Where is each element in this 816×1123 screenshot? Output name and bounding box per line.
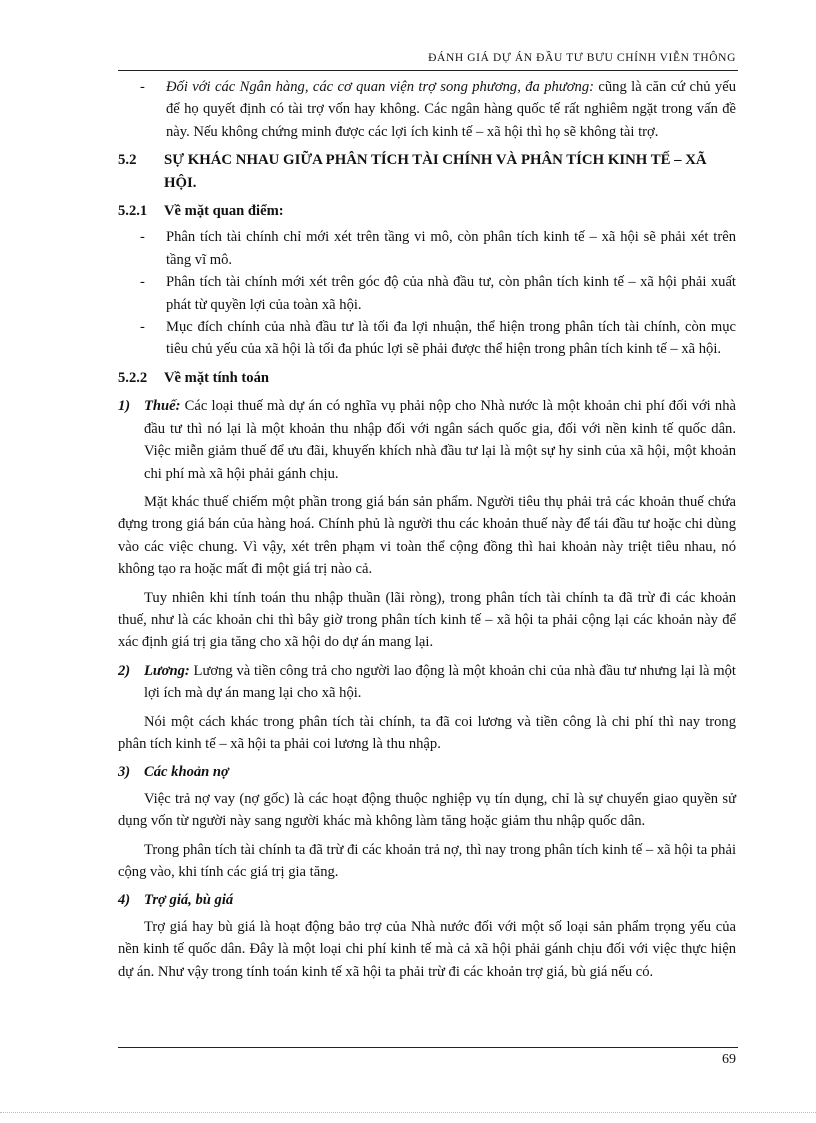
bullet-dash: - xyxy=(140,319,145,336)
section-number: 5.2 xyxy=(118,152,137,169)
list-item xyxy=(118,316,736,361)
paragraph: Trợ giá hay bù giá là hoạt động bảo trợ của Nhà nước đối với một số loại sản phẩm trọng yếu của nền kinh tế quốc dân. Đây là một loại chi phí kinh tế mà cả xã hội phải gánh chịu đối với việc thực hiện dự án. Như vậy trong tính toán kinh tế xã hội ta phải trừ đi các khoản trợ giá, bù giá nếu có. xyxy=(118,918,736,980)
item-marker: 2) xyxy=(118,662,131,679)
header-rule xyxy=(118,70,738,71)
subsection-number: 5.2.1 xyxy=(118,203,148,220)
item-text: Lương và tiền công trả cho người lao động là một khoản chi của nhà đầu tư nhưng lại là một lợi ích mà dự án mang lại cho xã hội. xyxy=(144,662,736,702)
subsection-title: Về mặt tính toán xyxy=(164,369,269,386)
footer-rule xyxy=(118,1047,738,1048)
item-marker: 3) xyxy=(118,764,131,781)
subsection-number: 5.2.2 xyxy=(118,369,148,386)
page-content xyxy=(118,76,736,983)
section-heading xyxy=(118,149,736,194)
subsection-title: Về mặt quan điểm: xyxy=(164,203,284,220)
numbered-item-subsidy xyxy=(118,889,736,911)
paragraph: Tuy nhiên khi tính toán thu nhập thuần (lãi ròng), trong phân tích tài chính ta đã trừ đi các khoản thuế, như là các khoản chi thì bây giờ trong phân tích kinh tế – xã hội ta phải cộng lại các khoản này để xác định giá trị gia tăng cho xã hội do dự án mang lại. xyxy=(118,589,736,651)
page-bottom-edge xyxy=(0,1112,816,1113)
intro-bullet-text: cũng là căn cứ chủ yếu để họ quyết định có tài trợ vốn hay không. Các ngân hàng quốc tế rất nghiêm ngặt trong vấn đề này. Nếu không chứng minh được các lợi ích kinh tế – xã hội thì họ sẽ không tài trợ. xyxy=(166,79,736,140)
bullet-dash: - xyxy=(140,274,145,291)
item-heading: Các khoản nợ xyxy=(144,764,229,781)
item-text: Các loại thuế mà dự án có nghĩa vụ phải nộp cho Nhà nước là một khoản chi phí đối với nhà đầu tư thì nó lại là một khoản thu nhập đối với ngân sách quốc gia, đối với nền kinh tế quốc dân. Việc miễn giảm thuế để ưu đãi, khuyến khích nhà đầu tư lại là một sự hy sinh của xã hội, một khoản chi phí mà xã hội phải gánh chịu. xyxy=(144,398,736,482)
bullet-text: Phân tích tài chính mới xét trên góc độ của nhà đầu tư, còn phân tích kinh tế – xã hội phải xuất phát từ quyền lợi của toàn xã hội. xyxy=(166,274,736,313)
bullet-text: Phân tích tài chính chỉ mới xét trên tầng vi mô, còn phân tích kinh tế – xã hội sẽ phải xét trên tầng vĩ mô. xyxy=(166,229,736,268)
intro-bullet-lead: Đối với các Ngân hàng, các cơ quan viện trợ song phương, đa phương: xyxy=(166,79,594,95)
item-heading: Thuế: xyxy=(144,398,181,415)
running-header: ĐÁNH GIÁ DỰ ÁN ĐẦU TƯ BƯU CHÍNH VIỄN THÔNG xyxy=(428,52,736,64)
section-title: SỰ KHÁC NHAU GIỮA PHÂN TÍCH TÀI CHÍNH VÀ PHÂN TÍCH KINH TẾ – XÃ HỘI. xyxy=(164,152,707,191)
item-heading: Trợ giá, bù giá xyxy=(144,892,234,909)
bullet-dash: - xyxy=(140,79,145,95)
paragraph: Nói một cách khác trong phân tích tài chính, ta đã coi lương và tiền công là chi phí thì nay trong phân tích kinh tế – xã hội ta phải coi lương là thu nhập. xyxy=(118,713,736,752)
subsection-heading-1 xyxy=(118,200,736,222)
numbered-item-salary xyxy=(118,660,736,705)
paragraph: Trong phân tích tài chính ta đã trừ đi các khoản trả nợ, thì nay trong phân tích kinh tế – xã hội ta phải cộng vào, khi tính các giá trị gia tăng. xyxy=(118,841,736,880)
item-marker: 4) xyxy=(118,892,131,909)
page-number: 69 xyxy=(722,1052,736,1067)
list-item xyxy=(118,226,736,271)
bullet-dash: - xyxy=(140,229,145,246)
item-marker: 1) xyxy=(118,398,131,415)
subsection-heading-2 xyxy=(118,367,736,389)
item-heading: Lương: xyxy=(144,662,190,679)
list-item xyxy=(118,271,736,316)
paragraph: Việc trả nợ vay (nợ gốc) là các hoạt động thuộc nghiệp vụ tín dụng, chỉ là sự chuyển giao quyền sử dụng vốn từ người này sang người khác mà không làm tăng hoặc giảm thu nhập quốc dân. xyxy=(118,790,736,830)
intro-bullet xyxy=(118,76,736,143)
bullet-text: Mục đích chính của nhà đầu tư là tối đa lợi nhuận, thể hiện trong phân tích tài chính, còn mục tiêu chủ yếu của xã hội là tối đa phúc lợi sẽ phải được thể hiện trong phân tích kinh tế – xã hội. xyxy=(166,319,736,358)
numbered-item-debt xyxy=(118,761,736,783)
paragraph: Mặt khác thuế chiếm một phần trong giá bán sản phẩm. Người tiêu thụ phải trả các khoản thuế chứa đựng trong giá bán của hàng hoá. Chính phủ là người thu các khoản thuế này để tái đầu tư hoặc chi dùng vào các việc chung. Vì vậy, xét trên phạm vi toàn thể cộng đồng thì hai khoản này triệt tiêu nhau, nó không tạo ra hoặc mất đi một giá trị nào cả. xyxy=(118,493,736,578)
numbered-item-tax xyxy=(118,395,736,485)
